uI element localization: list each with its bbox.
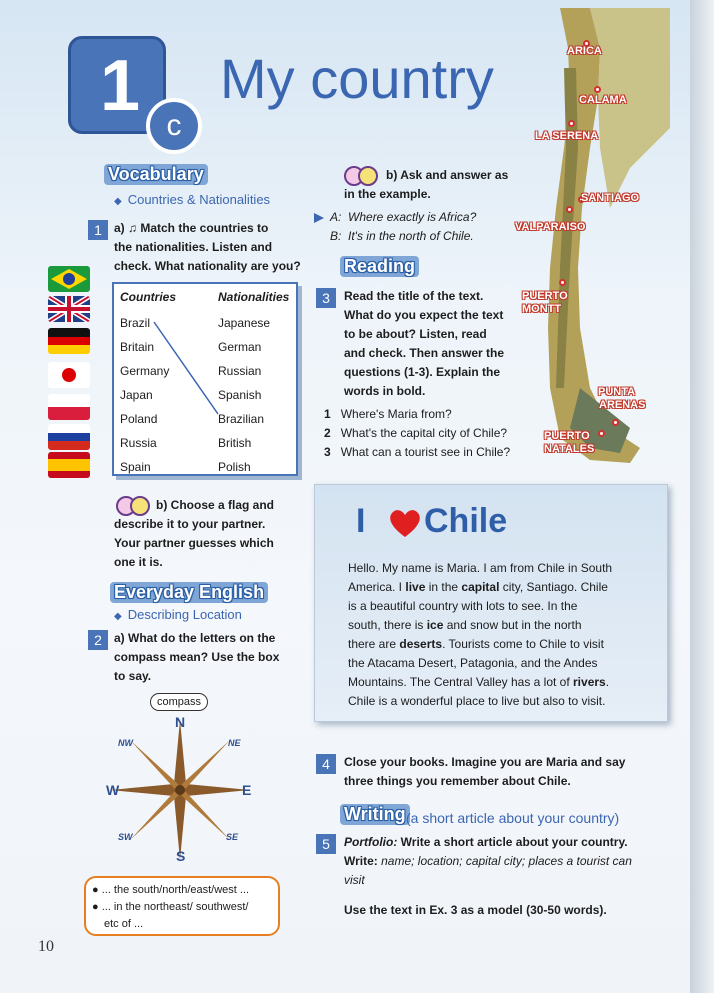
passage-line-1 <box>348 559 648 578</box>
exercise-3-line-3: to be about? Listen, read <box>344 327 487 341</box>
passage-text: . Tourists come to Chile to visit <box>442 637 604 651</box>
spain-flag-icon <box>48 452 90 478</box>
page-number: 10 <box>38 938 54 955</box>
useful-phrases-box <box>84 876 280 936</box>
table-header-nationalities: Nationalities <box>218 290 290 304</box>
vocabulary-heading: Vocabulary <box>104 164 208 185</box>
exercise-3-line-4: and check. Then answer the <box>344 346 505 360</box>
question-3-text: What can a tourist see in Chile? <box>340 445 511 459</box>
question-1 <box>324 405 452 424</box>
passage-text: Mountains. The Central Valley has a lot of <box>348 675 574 689</box>
exercise-3-number: 3 <box>316 288 336 308</box>
compass-e: E <box>242 782 252 798</box>
question-3-number: 3 <box>324 445 331 459</box>
city-label-puerto-natales-2: NATALES <box>544 443 595 455</box>
heart-icon <box>388 508 422 538</box>
exercise-3-line-1: Read the title of the text. <box>344 289 484 303</box>
reading-passage <box>348 559 648 711</box>
city-dot <box>559 279 566 286</box>
compass-w: W <box>106 782 120 798</box>
diamond-icon: ◆ <box>114 196 122 207</box>
compass-ne: NE <box>228 738 241 748</box>
reading-heading: Reading <box>340 256 419 277</box>
exercise-5-number: 5 <box>316 834 336 854</box>
exercise-1b-line-4: one it is. <box>114 555 163 569</box>
uk-flag-icon <box>48 296 90 322</box>
pairwork-icon <box>344 166 380 186</box>
question-2-text: What's the capital city of Chile? <box>340 426 508 440</box>
write-line <box>344 852 632 871</box>
reading-title-i: I <box>356 502 366 540</box>
write-label: Write: <box>344 854 378 868</box>
japan-flag-icon <box>48 362 90 388</box>
table-cell-country: Brazil <box>120 316 151 330</box>
exercise-1a-line-2: the nationalities. Listen and <box>114 240 273 254</box>
question-1-text: Where's Maria from? <box>340 407 452 421</box>
phrase-2-text: ... in the northeast/ southwest/ <box>101 901 249 913</box>
pairwork-icon <box>116 496 152 516</box>
passage-text: south, there is <box>348 618 427 632</box>
compass-se: SE <box>226 832 239 842</box>
table-cell-nationality: British <box>218 436 252 450</box>
table-cell-nationality: Brazilian <box>218 412 265 426</box>
table-cell-nationality: Polish <box>218 460 251 474</box>
table-cell-country: Russia <box>120 436 157 450</box>
write-line-2: visit <box>344 873 365 887</box>
passage-line-7 <box>348 673 648 692</box>
passage-text: and snow but in the north <box>443 618 582 632</box>
unit-number: 1 <box>99 46 141 126</box>
exercise-1b-line-1: b) Choose a flag and <box>156 498 275 512</box>
exercise-4-line-1: Close your books. Imagine you are Maria and say <box>344 755 626 769</box>
table-cell-nationality: Japanese <box>218 316 271 330</box>
dialog-text-a: Where exactly is Africa? <box>348 210 477 224</box>
table-cell-nationality: Spanish <box>218 388 262 402</box>
model-instruction: Use the text in Ex. 3 as a model (30-50 words). <box>344 903 607 917</box>
exercise-1b-line-3: Your partner guesses which <box>114 536 274 550</box>
poland-flag-icon <box>48 394 90 420</box>
question-2-number: 2 <box>324 426 331 440</box>
question-1-number: 1 <box>324 407 331 421</box>
russia-flag-icon <box>48 424 90 450</box>
city-dot <box>612 419 619 426</box>
compass-sw: SW <box>118 832 133 842</box>
city-label-calama: CALAMA <box>579 94 627 106</box>
passage-text: Hello. My name is Maria. I am from Chile in South <box>348 561 613 575</box>
city-label-puerto-montt-1: PUERTO <box>522 290 568 302</box>
dialog-text-b: It's in the north of Chile. <box>348 229 474 243</box>
passage-text: Chile is a wonderful place to live but also to visit. <box>348 694 606 708</box>
city-dot <box>594 86 601 93</box>
exercise-3-line-2: What do you expect the text <box>344 308 504 322</box>
table-cell-country: Japan <box>120 388 153 402</box>
compass-s: S <box>176 848 186 864</box>
compass-label: compass <box>150 693 208 711</box>
exercise-4-line-2: three things you remember about Chile. <box>344 774 571 788</box>
exercise-3-line-5: questions (1-3). Explain the <box>344 365 501 379</box>
writing-subheading: (a short article about your country) <box>406 810 620 826</box>
countries-table <box>112 282 298 476</box>
city-label-la-serena: LA SERENA <box>535 130 599 142</box>
diamond-icon: ◆ <box>114 611 122 622</box>
passage-line-4 <box>348 616 648 635</box>
passage-text: is a beautiful country with lots to see. In the <box>348 599 578 613</box>
portfolio-line <box>344 833 628 852</box>
bold-word: rivers <box>573 675 606 689</box>
table-cell-nationality: German <box>218 340 262 354</box>
city-label-arica: ARICA <box>567 45 602 57</box>
city-label-puerto-montt-2: MONTT <box>522 303 562 315</box>
city-label-valparaiso: VALPARAISO <box>515 221 586 233</box>
page-edge <box>690 0 714 993</box>
exercise-1a-line-3: check. What nationality are you? <box>114 259 301 273</box>
table-header-countries: Countries <box>120 290 177 304</box>
exercise-2b-line-1: b) Ask and answer as <box>386 168 509 182</box>
exercise-3-line-6: words in bold. <box>344 384 426 398</box>
bold-word: deserts <box>399 637 443 651</box>
passage-text: there are <box>348 637 400 651</box>
city-label-punta-arenas-2: ARENAS <box>599 399 646 411</box>
phrase-1: ● ... the south/north/east/west ... <box>92 884 250 896</box>
phrase-1-text: ... the south/north/east/west ... <box>101 884 250 896</box>
unit-letter-badge: c <box>146 98 202 154</box>
question-3 <box>324 443 510 462</box>
everyday-english-heading: Everyday English <box>110 582 268 603</box>
city-dot <box>568 120 575 127</box>
city-label-puerto-natales-1: PUERTO <box>544 430 590 442</box>
table-cell-nationality: Russian <box>218 364 262 378</box>
page-title: My country <box>220 47 494 110</box>
dialog-line-b <box>330 227 474 246</box>
table-cell-country: Poland <box>120 412 158 426</box>
exercise-4-number: 4 <box>316 754 336 774</box>
table-cell-country: Spain <box>120 460 151 474</box>
brazil-flag-icon <box>48 266 90 292</box>
phrase-2: ● ... in the northeast/ southwest/ <box>92 901 249 913</box>
city-dot <box>598 430 605 437</box>
passage-line-6 <box>348 654 648 673</box>
write-text: name; location; capital city; places a tourist can <box>377 854 632 868</box>
everyday-english-subheading <box>114 607 242 622</box>
vocabulary-subheading <box>114 192 270 207</box>
compass-nw: NW <box>118 738 133 748</box>
passage-line-5 <box>348 635 648 654</box>
vocabulary-subheading-text: Countries & Nationalities <box>127 192 271 207</box>
portfolio-text: Write a short article about your country. <box>397 835 628 849</box>
dialog-speaker-a: A: <box>330 210 342 224</box>
dialog-speaker-b: B: <box>330 229 342 243</box>
table-cell-country: Britain <box>120 340 155 354</box>
reading-title-chile: Chile <box>424 502 508 540</box>
bold-word: ice <box>426 618 444 632</box>
passage-text: America. I <box>348 580 406 594</box>
bold-word: capital <box>461 580 500 594</box>
match-line <box>114 284 300 478</box>
exercise-2a-line-1: a) What do the letters on the <box>114 631 276 645</box>
city-label-santiago: SANTIAGO <box>581 192 640 204</box>
exercise-2b-line-2: in the example. <box>344 187 431 201</box>
city-label-punta-arenas-1: PUNTA <box>598 386 636 398</box>
dialog-line-a <box>330 208 476 227</box>
passage-text: the Atacama Desert, Patagonia, and the Andes <box>348 656 598 670</box>
exercise-2a-line-2: compass mean? Use the box <box>114 650 280 664</box>
phrase-3: etc of ... <box>104 918 144 930</box>
passage-text: in the <box>425 580 462 594</box>
question-2 <box>324 424 507 443</box>
table-cell-country: Germany <box>120 364 170 378</box>
passage-text: city, Santiago. Chile <box>499 580 608 594</box>
portfolio-label: Portfolio: <box>344 835 398 849</box>
writing-heading: Writing <box>340 804 410 825</box>
exercise-1b-line-2: describe it to your partner. <box>114 517 266 531</box>
passage-line-8 <box>348 692 648 711</box>
passage-line-3 <box>348 597 648 616</box>
exercise-2-number: 2 <box>88 630 108 650</box>
bold-word: live <box>405 580 426 594</box>
play-arrow-icon <box>314 213 324 223</box>
everyday-english-subheading-text: Describing Location <box>127 607 242 622</box>
exercise-1-number: 1 <box>88 220 108 240</box>
passage-text: . <box>605 675 610 689</box>
exercise-2a-line-3: to say. <box>114 669 152 683</box>
germany-flag-icon <box>48 328 90 354</box>
compass-n: N <box>175 714 186 730</box>
exercise-1a-line-1: a) ♫ Match the countries to <box>114 221 269 235</box>
passage-line-2 <box>348 578 648 597</box>
city-dot <box>566 206 573 213</box>
